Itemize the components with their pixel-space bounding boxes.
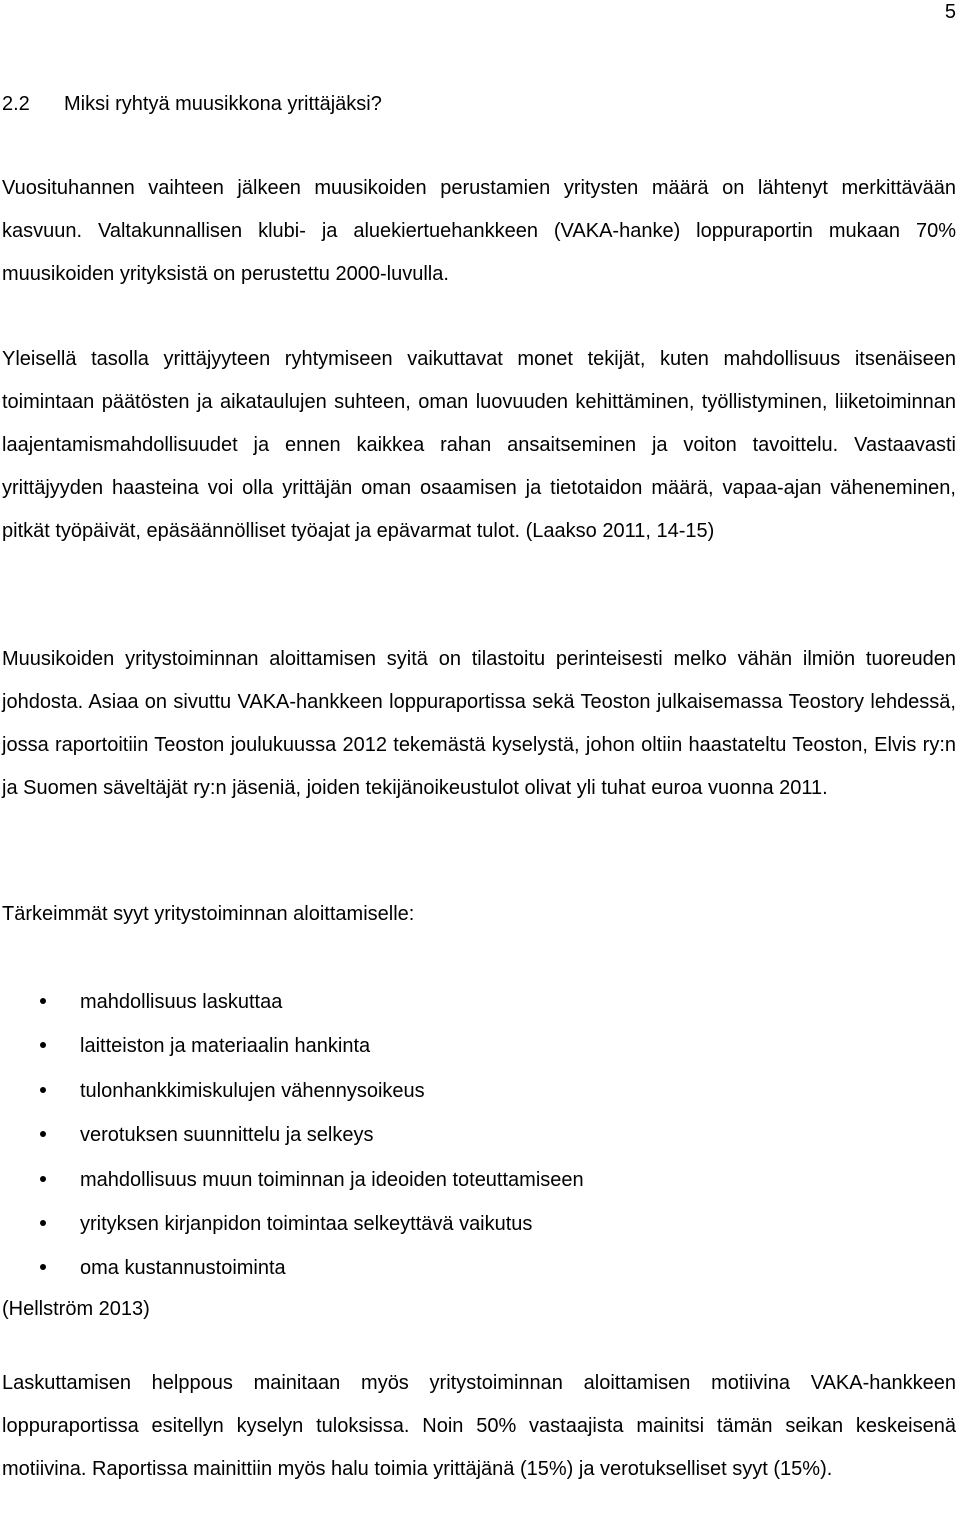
section-heading	[2, 92, 382, 116]
list-item-text: laitteiston ja materiaalin hankinta	[80, 1035, 371, 1058]
list-item	[0, 1246, 584, 1290]
reasons-list-title: Tärkeimmät syyt yritystoiminnan aloittamiselle:	[2, 903, 415, 925]
list-item-text: yrityksen kirjanpidon toimintaa selkeyttävä vaikutus	[80, 1213, 533, 1236]
section-number: 2.2	[2, 93, 30, 115]
paragraph-invoicing: Laskuttamisen helppous mainitaan myös yritystoiminnan aloittamisen motiivina VAKA-hankkeen loppuraportissa esitellyn kyselyn tuloksissa. Noin 50% vastaajista mainitsi tämän seikan keskeisenä motiivina. Raportissa mainittiin myös halu toimia yrittäjänä (15%) ja verotukselliset syyt (15%).	[2, 1372, 956, 1480]
list-item	[0, 1113, 584, 1157]
bullet-icon	[40, 1131, 46, 1137]
bullet-icon	[40, 1176, 46, 1182]
bullet-icon	[40, 1220, 46, 1226]
list-item	[0, 980, 584, 1024]
paragraph-growth: Vuosituhannen vaihteen jälkeen muusikoiden perustamien yritysten määrä on lähtenyt merkittävään kasvuun. Valtakunnallisen klubi- ja aluekiertuehankkeen (VAKA-hanke) loppuraportin mukaan 70% muusikoiden yrityksistä on perustettu 2000-luvulla.	[2, 177, 956, 285]
list-item	[0, 1158, 584, 1202]
list-citation: (Hellström 2013)	[2, 1298, 150, 1320]
bullet-icon	[40, 998, 46, 1004]
list-item-text: tulonhankkimiskulujen vähennysoikeus	[80, 1079, 425, 1102]
paragraph-reasons-survey: Muusikoiden yritystoiminnan aloittamisen syitä on tilastoitu perinteisesti melko vähän ilmiön tuoreuden johdosta. Asiaa on sivuttu VAKA-hankkeen loppuraportissa sekä Teoston julkaisemassa Teostory lehdessä, jossa raportoitiin Teoston joulukuussa 2012 tekemästä kyselystä, johon oltiin haastateltu Teoston, Elvis ry:n ja Suomen säveltäjät ry:n jäseniä, joiden tekijänoikeustulot olivat yli tuhat euroa vuonna 2011.	[2, 648, 956, 799]
page-number: 5	[944, 1, 956, 23]
list-item	[0, 1024, 584, 1068]
list-item-text: mahdollisuus laskuttaa	[80, 991, 283, 1013]
list-item-text: verotuksen suunnittelu ja selkeys	[80, 1124, 374, 1147]
bullet-icon	[40, 1264, 46, 1270]
list-item-text: mahdollisuus muun toiminnan ja ideoiden toteuttamiseen	[80, 1168, 584, 1191]
bullet-icon	[40, 1042, 46, 1048]
list-item-text: oma kustannustoiminta	[80, 1257, 286, 1280]
list-item	[0, 1069, 584, 1113]
section-title: Miksi ryhtyä muusikkona yrittäjäksi?	[64, 93, 382, 115]
list-item	[0, 1202, 584, 1246]
paragraph-entrepreneurship-factors: Yleisellä tasolla yrittäjyyteen ryhtymiseen vaikuttavat monet tekijät, kuten mahdollisuus itsenäiseen toimintaan päätösten ja aikataulujen suhteen, oman luovuuden kehittäminen, työllistyminen, liiketoiminnan laajentamismahdollisuudet ja ennen kaikkea rahan ansaitseminen ja voiton tavoittelu. Vastaavasti yrittäjyyden haasteina voi olla yrittäjän oman osaamisen ja tietotaidon määrä, vapaa-ajan väheneminen, pitkät työpäivät, epäsäännölliset työajat ja epävarmat tulot. (Laakso 2011, 14-15)	[2, 348, 956, 542]
reasons-list	[0, 980, 584, 1291]
bullet-icon	[40, 1087, 46, 1093]
